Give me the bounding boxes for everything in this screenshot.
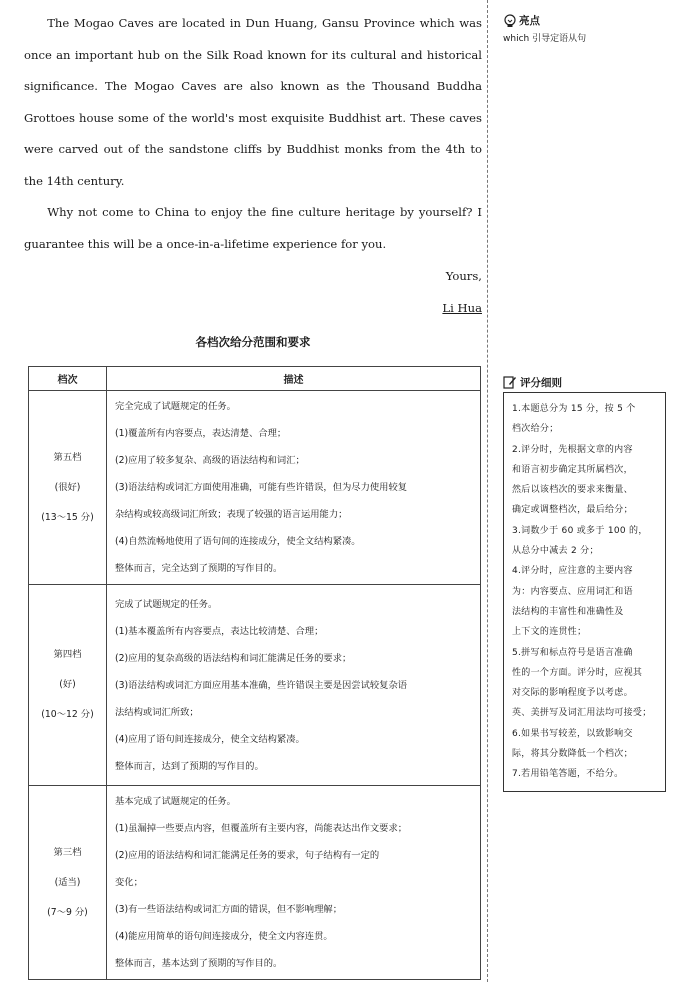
description-line: (1)虽漏掉一些要点内容，但覆盖所有主要内容，尚能表达出作文要求； <box>115 823 408 834</box>
rule-line: 档次给分； <box>512 424 559 435</box>
rule-line: 从总分中减去 2 分； <box>512 546 599 557</box>
header-description: 描述 <box>107 367 481 391</box>
rule-line: 然后以该档次的要求来衡量、 <box>512 485 633 496</box>
description-cell <box>107 585 481 786</box>
description-line: (4)能应用简单的语句间连接成分，使全文内容连贯。 <box>115 931 333 942</box>
level-score: (13～15 分) <box>41 511 94 523</box>
description-line: 基本完成了试题规定的任务。 <box>115 796 236 807</box>
rule-line: 确定或调整档次，最后给分； <box>512 505 633 516</box>
description-line: (2)应用的语法结构和词汇能满足任务的要求，句子结构有一定的 <box>115 850 380 861</box>
description-cell <box>107 786 481 980</box>
level-name: 第四档 <box>53 649 82 660</box>
highlight-note <box>503 13 673 44</box>
rubric-title: 各档次给分范围和要求 <box>195 335 311 349</box>
scoring-rules-title: 评分细则 <box>520 376 562 389</box>
rule-line: 际，将其分数降低一个档次； <box>512 749 633 760</box>
rule-line: 1.本题总分为 15 分，按 5 个 <box>512 404 636 414</box>
level-cell <box>29 585 107 786</box>
letter-signature <box>24 292 482 324</box>
rule-line: 和语言初步确定其所属档次， <box>512 464 633 475</box>
rule-line: 上下文的连贯性； <box>512 627 587 638</box>
rule-line: 5.拼写和标点符号是语言准确 <box>512 647 633 658</box>
letter-body <box>24 8 482 324</box>
level-quality: (好) <box>59 679 76 690</box>
level-quality: (很好) <box>54 481 81 493</box>
rule-line: 7.若用铅笔答题，不给分。 <box>512 769 624 780</box>
description-line: 变化； <box>115 877 143 888</box>
level-score: (10～12 分) <box>41 709 94 720</box>
header-level: 档次 <box>29 367 107 391</box>
rule-line: 4.评分时，应注意的主要内容 <box>512 566 633 577</box>
level-quality: (适当) <box>54 876 81 888</box>
rubric-row <box>29 786 481 980</box>
column-divider <box>487 0 488 982</box>
description-cell <box>107 391 481 585</box>
description-line: 整体而言，达到了预期的写作目的。 <box>115 760 264 772</box>
description-line: (2)应用的复杂高级的语法结构和词汇能满足任务的要求； <box>115 652 352 664</box>
level-cell <box>29 786 107 980</box>
lightbulb-icon <box>503 14 517 28</box>
description-line: (3)有一些语法结构或词汇方面的错误，但不影响理解； <box>115 904 342 915</box>
level-cell <box>29 391 107 585</box>
rubric-table <box>28 366 481 980</box>
letter-closing: Yours, <box>445 269 482 283</box>
level-name: 第三档 <box>53 846 82 858</box>
description-line: 法结构或词汇所致； <box>115 706 199 718</box>
letter-paragraph-1: The Mogao Caves are located in Dun Huang, Gansu Province which was once an important hub on the Silk Road known for its cultural and historical significance. The Mogao Caves are also known as the Thousand Buddha Grottoes house some of the world's most exquisite Buddhist art. These caves were carved out of the sandstone cliffs by Buddhist monks from the 4th to the 14th century. <box>24 16 482 188</box>
description-line: 整体而言，基本达到了预期的写作目的。 <box>115 958 283 969</box>
level-name: 第五档 <box>53 451 82 463</box>
pencil-icon <box>503 375 517 389</box>
description-line: (1)覆盖所有内容要点，表达清楚、合理； <box>115 428 287 439</box>
level-score: (7～9 分) <box>47 906 88 918</box>
description-line: (4)自然流畅地使用了语句间的连接成分，使全文结构紧凑。 <box>115 536 361 547</box>
scoring-rules <box>503 372 666 792</box>
description-line: (4)应用了语句间连接成分，使全文结构紧凑。 <box>115 733 305 745</box>
description-line: 杂结构或较高级词汇所致；表现了较强的语言运用能力； <box>115 509 348 520</box>
description-line: 整体而言，完全达到了预期的写作目的。 <box>115 563 283 574</box>
description-line: 完成了试题规定的任务。 <box>115 598 218 610</box>
rule-line: 3.词数少于 60 或多于 100 的， <box>512 525 648 536</box>
rule-line: 对交际的影响程度予以考虑。 <box>512 688 633 699</box>
description-line: (1)基本覆盖所有内容要点，表达比较清楚、合理； <box>115 625 324 637</box>
highlight-note-header <box>503 13 673 28</box>
highlight-note-text: which 引导定语从句 <box>503 34 587 44</box>
scoring-rules-box <box>503 392 666 792</box>
highlight-note-title: 亮点 <box>519 15 540 27</box>
rule-line: 性的一个方面。评分时，应视其 <box>512 667 643 678</box>
rule-line: 为：内容要点、应用词汇和语 <box>512 586 633 597</box>
rubric-row <box>29 391 481 585</box>
description-line: (2)应用了较多复杂、高级的语法结构和词汇； <box>115 455 305 466</box>
description-line: (3)语法结构或词汇方面应用基本准确，些许错误主要是因尝试较复杂语 <box>115 679 408 691</box>
description-line: (3)语法结构或词汇方面使用准确，可能有些许错误，但为尽力使用较复 <box>115 482 408 493</box>
rule-line: 英、美拼写及词汇用法均可接受； <box>512 708 652 719</box>
rule-line: 法结构的丰富性和准确性及 <box>512 606 624 617</box>
rule-line: 6.如果书写较差，以致影响交 <box>512 728 633 739</box>
description-line: 完全完成了试题规定的任务。 <box>115 401 236 412</box>
signature-name: Li Hua <box>442 301 482 315</box>
rubric-header-row <box>29 367 481 391</box>
scoring-rules-header <box>503 372 666 392</box>
letter-paragraph-2: Why not come to China to enjoy the fine culture heritage by yourself? I guarantee this will be a once-in-a-lifetime experience for you. <box>24 205 482 251</box>
rule-line: 2.评分时，先根据文章的内容 <box>512 444 633 455</box>
rubric-row <box>29 585 481 786</box>
